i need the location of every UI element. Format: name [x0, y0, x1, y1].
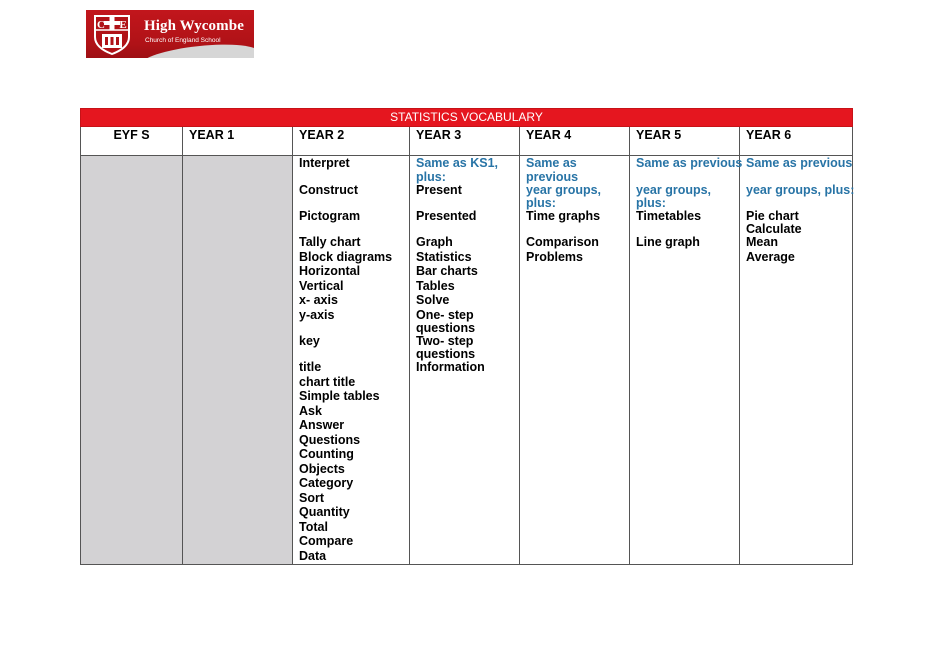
list-item: Vertical — [299, 279, 344, 293]
list-item: Objects — [299, 462, 345, 476]
list-item: Problems — [526, 250, 583, 264]
list-item: Same as previous — [746, 156, 853, 170]
eyfs-cell — [81, 156, 183, 565]
list-item: Sort — [299, 491, 324, 505]
list-item: x- axis — [299, 293, 338, 307]
list-item: Answer — [299, 418, 345, 432]
list-item: Same as — [526, 156, 577, 170]
list-item: Two- step — [416, 334, 474, 348]
header-year1: YEAR 1 — [183, 127, 293, 156]
list-item: Tables — [416, 279, 455, 293]
list-item: Construct — [299, 183, 359, 197]
list-item: chart title — [299, 375, 356, 389]
statistics-vocabulary-table — [80, 108, 853, 565]
list-item: questions — [416, 321, 476, 335]
header-year6: YEAR 6 — [740, 127, 853, 156]
table-title: STATISTICS VOCABULARY — [81, 109, 853, 127]
list-item: Total — [299, 520, 328, 534]
list-item: Time graphs — [526, 209, 601, 223]
list-item: Compare — [299, 534, 354, 548]
list-item: title — [299, 360, 322, 374]
list-item: Horizontal — [299, 264, 361, 278]
header-eyfs: EYF S — [81, 127, 183, 156]
list-item: Data — [299, 549, 327, 563]
list-item: year groups, — [636, 183, 712, 197]
year2-cell — [293, 156, 410, 565]
crest-letter-e: E — [119, 19, 127, 31]
year5-cell — [630, 156, 743, 565]
year3-cell — [410, 156, 520, 565]
list-item: Pie chart — [746, 209, 799, 223]
list-item: Graph — [416, 235, 453, 249]
school-logo — [86, 10, 254, 58]
list-item: Simple tables — [299, 389, 380, 403]
list-item: Interpret — [299, 156, 350, 170]
list-item: questions — [416, 347, 476, 361]
year6-cell — [740, 156, 853, 565]
year4-cell — [520, 156, 630, 565]
school-subtitle: Church of England School — [145, 37, 221, 44]
list-item: key — [299, 334, 320, 348]
list-item: Line graph — [636, 235, 700, 249]
list-item: Counting — [299, 447, 354, 461]
list-item: Questions — [299, 433, 361, 447]
list-item: Ask — [299, 404, 322, 418]
crest-icon — [92, 13, 132, 55]
header-year5: YEAR 5 — [630, 127, 740, 156]
list-item: Statistics — [416, 250, 472, 264]
list-item: Block diagrams — [299, 250, 393, 264]
list-item: y-axis — [299, 308, 335, 322]
list-item: Solve — [416, 293, 450, 307]
list-item: Category — [299, 476, 354, 490]
list-item: Bar charts — [416, 264, 478, 278]
list-item: Information — [416, 360, 485, 374]
year1-cell — [183, 156, 293, 565]
header-year4: YEAR 4 — [520, 127, 630, 156]
list-item: Timetables — [636, 209, 702, 223]
list-item: plus: — [416, 170, 446, 184]
list-item: Same as KS1, — [416, 156, 498, 170]
list-item: Calculate — [746, 222, 802, 236]
list-item: previous — [526, 170, 579, 184]
list-item: Mean — [746, 235, 778, 249]
list-item: Average — [746, 250, 795, 264]
list-item: plus: — [526, 196, 556, 210]
crest-letter-c: C — [97, 19, 105, 31]
list-item: One- step — [416, 308, 474, 322]
list-item: Same as previous — [636, 156, 743, 170]
header-year2: YEAR 2 — [293, 127, 410, 156]
school-name: High Wycombe — [144, 18, 244, 34]
list-item: year groups, plus: — [746, 183, 855, 197]
list-item: Present — [416, 183, 462, 197]
header-year3: YEAR 3 — [410, 127, 520, 156]
list-item: Presented — [416, 209, 477, 223]
list-item: plus: — [636, 196, 666, 210]
list-item: Pictogram — [299, 209, 361, 223]
list-item: Comparison — [526, 235, 599, 249]
list-item: Quantity — [299, 505, 350, 519]
list-item: year groups, — [526, 183, 602, 197]
list-item: Tally chart — [299, 235, 361, 249]
